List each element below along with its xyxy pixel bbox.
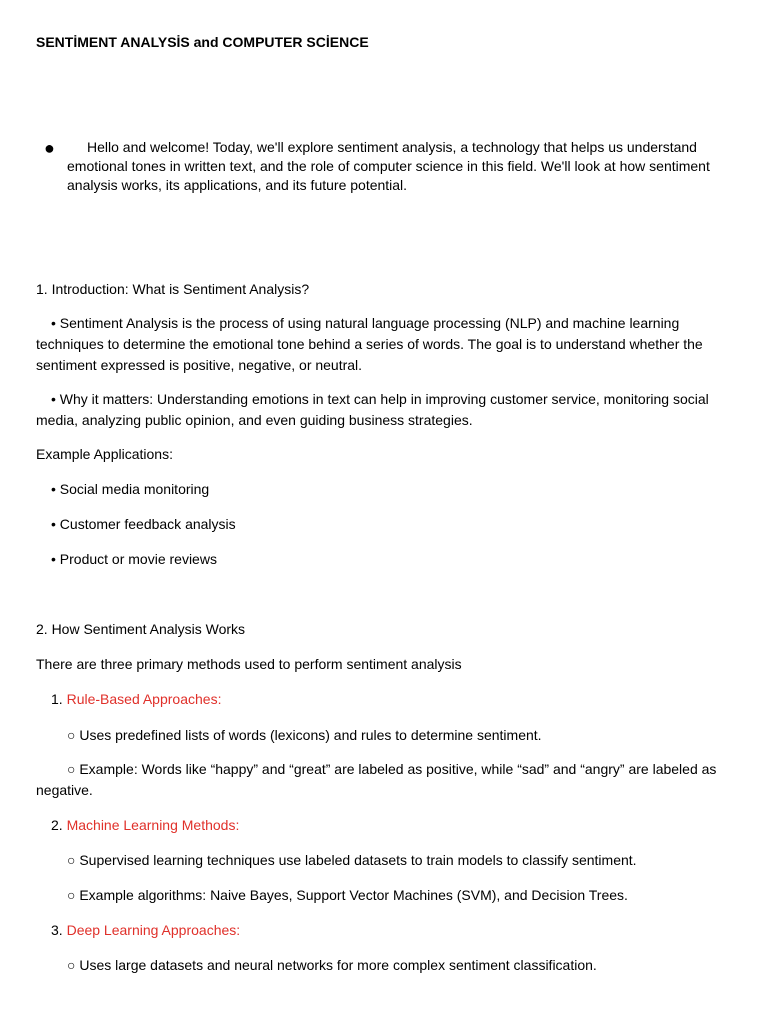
section1-definition: • Sentiment Analysis is the process of using natural language processing (NLP) and machine learning techniques to determine the emotional tone behind a series of words. The goal is to understand whether the sentiment expressed is positive, negative, or neutral. [36, 315, 703, 373]
example-item: • Social media monitoring [51, 481, 210, 497]
document-title: SENTİMENT ANALYSİS and COMPUTER SCİENCE [36, 34, 369, 50]
method-point: ○ Example: Words like “happy” and “great” are labeled as positive, while “sad” and “angry” are labeled as negative. [36, 761, 717, 798]
method-name: Rule-Based Approaches: [66, 691, 222, 707]
section1-heading: 1. Introduction: What is Sentiment Analysis? [36, 281, 310, 297]
method-point: ○ Supervised learning techniques use labeled datasets to train models to classify sentiment. [67, 852, 637, 868]
method-deep-learning [51, 920, 240, 941]
intro-paragraph: Hello and welcome! Today, we'll explore sentiment analysis, a technology that helps us understand emotional tones in written text, and the role of computer science in this field. We'll look at how sentiment analysis works, its applications, and its future potential. [67, 139, 710, 193]
intro-bullet: ● [44, 138, 55, 158]
method-number: 3. [51, 922, 63, 938]
method-rule-based [51, 689, 221, 710]
example-item: • Product or movie reviews [51, 551, 217, 567]
method-point: ○ Uses large datasets and neural networks for more complex sentiment classification. [67, 957, 597, 973]
examples-heading: Example Applications: [36, 446, 173, 462]
section1-why: • Why it matters: Understanding emotions in text can help in improving customer service, monitoring social media, analyzing public opinion, and even guiding business strategies. [36, 391, 709, 428]
method-point: ○ Example algorithms: Naive Bayes, Support Vector Machines (SVM), and Decision Trees. [67, 887, 628, 903]
method-number: 2. [51, 817, 63, 833]
section2-intro: There are three primary methods used to perform sentiment analysis [36, 656, 462, 672]
method-machine-learning [51, 815, 239, 836]
method-name: Machine Learning Methods: [66, 817, 240, 833]
example-item: • Customer feedback analysis [51, 516, 236, 532]
method-point: ○ Uses predefined lists of words (lexicons) and rules to determine sentiment. [67, 727, 542, 743]
method-name: Deep Learning Approaches: [66, 922, 241, 938]
method-number: 1. [51, 691, 63, 707]
section2-heading: 2. How Sentiment Analysis Works [36, 621, 246, 637]
